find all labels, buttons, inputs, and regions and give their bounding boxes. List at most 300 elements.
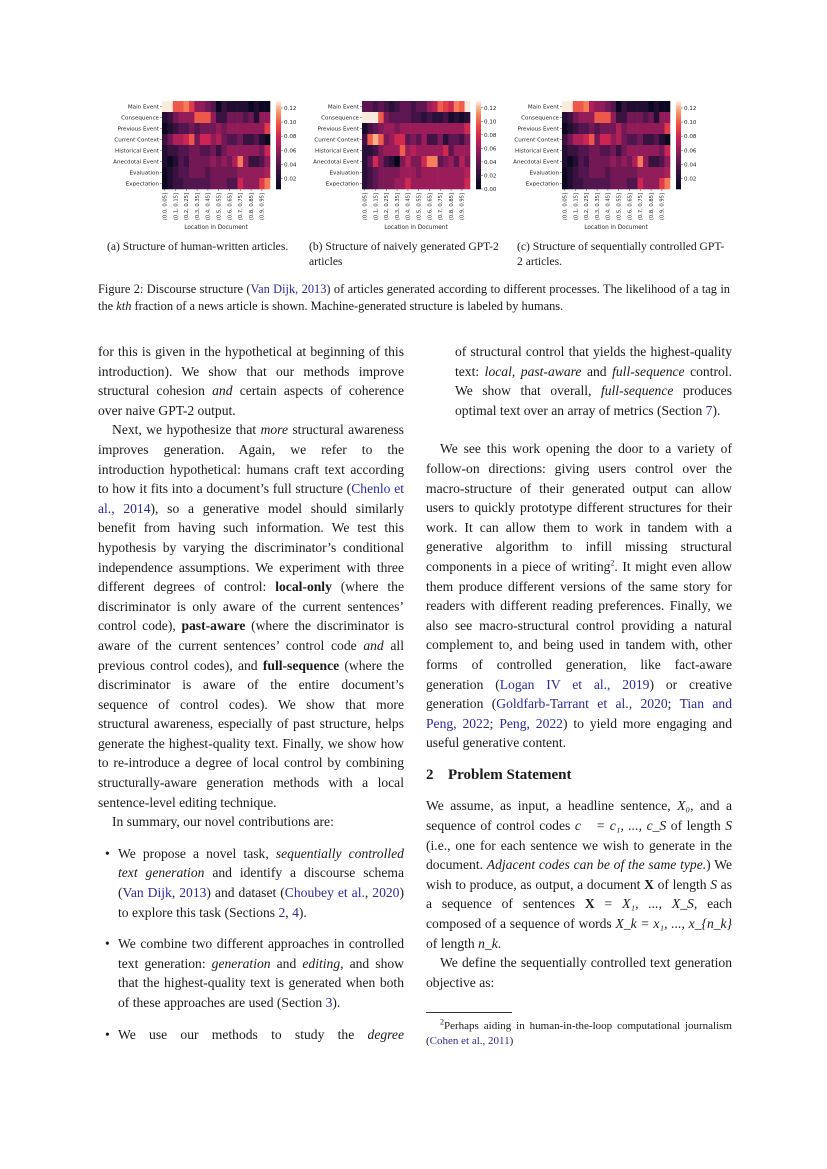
heatmap-cell	[589, 167, 595, 178]
heatmap-cell	[438, 178, 444, 189]
colorbar-segment	[676, 167, 681, 170]
heatmap-cell	[389, 123, 395, 134]
heatmap-cell	[594, 145, 600, 156]
heatmap-cell	[162, 123, 168, 134]
row-label: Historical Event	[314, 148, 359, 155]
heatmap-cell	[216, 123, 222, 134]
heatmap-cell	[448, 145, 454, 156]
heatmap-cell	[448, 123, 454, 134]
heatmap-cell	[216, 134, 222, 145]
section-ref-link[interactable]: 3	[325, 995, 333, 1010]
heatmap-cell	[373, 123, 379, 134]
heatmap-cell	[621, 156, 627, 167]
colorbar-segment	[276, 176, 281, 179]
heatmap-cell	[465, 112, 471, 123]
row-label: Consequence	[321, 115, 359, 122]
heatmap-cell	[167, 134, 173, 145]
column-label: (0.4, 0.45]	[405, 193, 412, 221]
heatmap-a	[108, 96, 308, 236]
colorbar-segment	[476, 154, 481, 157]
heatmap-cell	[243, 178, 249, 189]
heatmap-cell	[611, 123, 617, 134]
heatmap-cell	[600, 145, 606, 156]
heatmap-cell	[238, 178, 244, 189]
heatmap-cell	[465, 167, 471, 178]
heatmap-cell	[384, 167, 390, 178]
heatmap-cell	[216, 167, 222, 178]
colorbar-segment	[676, 112, 681, 115]
heatmap-cell	[178, 167, 184, 178]
heatmap-cell	[367, 156, 373, 167]
citation-link[interactable]: Chenlo et al., 2014	[98, 481, 405, 516]
column-label: (0.2, 0.25]	[184, 193, 191, 221]
heatmap-cell	[584, 167, 590, 178]
heatmap-cell	[627, 167, 633, 178]
heatmap-cell	[627, 101, 633, 112]
heatmap-cell	[362, 123, 368, 134]
heatmap-cell	[573, 123, 579, 134]
heatmap-cell	[189, 178, 195, 189]
heatmap-cell	[421, 134, 427, 145]
heatmap-cell	[254, 156, 260, 167]
citation-link[interactable]: Cohen et al., 2011	[429, 1034, 510, 1047]
heatmap-cell	[459, 145, 465, 156]
heatmap-cell	[232, 134, 238, 145]
heatmap-cell	[221, 123, 227, 134]
colorbar-segment	[676, 180, 681, 183]
heatmap-cell	[432, 123, 438, 134]
heatmap-cell	[573, 167, 579, 178]
colorbar-segment	[676, 182, 681, 185]
heatmap-cell	[400, 167, 406, 178]
heatmap-cell	[454, 145, 460, 156]
heatmap-cell	[200, 123, 206, 134]
heatmap-cell	[600, 156, 606, 167]
colorbar-segment	[476, 182, 481, 185]
column-label: (0.7, 0.75]	[638, 193, 645, 221]
colorbar-segment	[276, 160, 281, 163]
heatmap-cell	[605, 123, 611, 134]
heatmap-cell	[389, 134, 395, 145]
heatmap-cell	[432, 178, 438, 189]
heatmap-cell	[373, 178, 379, 189]
heatmap-cell	[627, 156, 633, 167]
heatmap-cell	[194, 167, 200, 178]
row-label: Current Context	[114, 137, 159, 144]
heatmap-cell	[205, 167, 211, 178]
heatmap-cell	[616, 123, 622, 134]
heatmap-cell	[643, 134, 649, 145]
heatmap-cell	[400, 101, 406, 112]
heatmap-cell	[362, 145, 368, 156]
heatmap-cell	[367, 112, 373, 123]
colorbar-label: 0.06	[684, 148, 697, 155]
heatmap-cell	[405, 145, 411, 156]
heatmap-cell	[432, 134, 438, 145]
heatmap-cell	[205, 123, 211, 134]
heatmap-cell	[421, 156, 427, 167]
heatmap-cell	[611, 178, 617, 189]
heatmap-cell	[173, 178, 179, 189]
heatmap-cell	[643, 167, 649, 178]
heatmap-cell	[216, 101, 222, 112]
heatmap-cell	[567, 178, 573, 189]
colorbar-segment	[676, 160, 681, 163]
colorbar-segment	[476, 125, 481, 128]
column-label: (0.4, 0.45]	[205, 193, 212, 221]
section-ref-link[interactable]: 2	[278, 904, 286, 920]
colorbar-segment	[476, 114, 481, 117]
heatmap-cell	[254, 178, 260, 189]
heatmap-cell	[605, 145, 611, 156]
colorbar-segment	[276, 187, 281, 190]
colorbar-segment	[476, 119, 481, 122]
heatmap-cell	[243, 145, 249, 156]
heatmap-cell	[184, 156, 190, 167]
heatmap-cell	[454, 156, 460, 167]
heatmap-cell	[238, 167, 244, 178]
row-label: Main Event	[327, 104, 359, 111]
citation-link[interactable]: 2013	[179, 885, 207, 901]
heatmap-c-container	[508, 96, 718, 236]
heatmap-cell	[405, 178, 411, 189]
heatmap-cell	[605, 101, 611, 112]
heatmap-cell	[238, 145, 244, 156]
heatmap-cell	[232, 167, 238, 178]
heatmap-cell	[194, 101, 200, 112]
colorbar-segment	[276, 158, 281, 161]
colorbar-label: 0.10	[484, 119, 497, 126]
column-label: (0.3, 0.35]	[394, 193, 401, 221]
heatmap-cell	[465, 101, 471, 112]
colorbar-segment	[676, 125, 681, 128]
heatmap-cell	[162, 178, 168, 189]
heatmap-cell	[259, 101, 265, 112]
heatmap-cell	[265, 167, 271, 178]
heatmap-cell	[627, 134, 633, 145]
heatmap-cell	[394, 167, 400, 178]
heatmap-cell	[438, 134, 444, 145]
heatmap-cell	[627, 145, 633, 156]
heatmap-cell	[594, 101, 600, 112]
colorbar-segment	[676, 116, 681, 119]
list-item-continuation: of structural control that yields the highest-quality text: local, past-aware and full-sequence control. We show that overall, full-sequence produces optimal text over an array of metrics (Section 7).	[455, 344, 732, 418]
colorbar-segment	[276, 165, 281, 168]
heatmap-b-container	[308, 96, 508, 236]
heatmap-cell	[194, 156, 200, 167]
heatmap-cell	[200, 156, 206, 167]
heatmap-cell	[178, 123, 184, 134]
right-column	[426, 342, 732, 1048]
heatmap-cell	[200, 134, 206, 145]
colorbar-segment	[276, 167, 281, 170]
colorbar-segment	[276, 125, 281, 128]
heatmap-cell	[205, 178, 211, 189]
left-column	[98, 342, 404, 1056]
colorbar-segment	[476, 152, 481, 155]
heatmap-cell	[378, 156, 384, 167]
heatmap-cell	[232, 101, 238, 112]
heatmap-cell	[648, 167, 654, 178]
colorbar-segment	[676, 158, 681, 161]
heatmap-cell	[600, 112, 606, 123]
heatmap-cell	[605, 178, 611, 189]
colorbar-segment	[276, 180, 281, 183]
heatmap-cell	[443, 134, 449, 145]
footnote: $^2$Perhaps aiding in human-in-the-loop computational journalism (Cohen et al., 2011)	[426, 1017, 732, 1047]
colorbar-segment	[676, 156, 681, 159]
heatmap-cell	[427, 156, 433, 167]
heatmap-cell	[232, 156, 238, 167]
heatmap-cell	[173, 156, 179, 167]
colorbar-segment	[676, 171, 681, 174]
heatmap-cell	[659, 178, 665, 189]
heatmap-cell	[638, 156, 644, 167]
heatmap-cell	[416, 145, 422, 156]
heatmap-cell	[378, 145, 384, 156]
column-label: (0.2, 0.25]	[584, 193, 591, 221]
heatmap-cell	[394, 112, 400, 123]
heatmap-cell	[384, 178, 390, 189]
heatmap-cell	[659, 156, 665, 167]
heatmap-cell	[627, 112, 633, 123]
heatmap-cell	[665, 134, 671, 145]
heatmap-cell	[184, 101, 190, 112]
heatmap-cell	[584, 101, 590, 112]
heatmap-cell	[448, 167, 454, 178]
heatmap-cell	[265, 112, 271, 123]
colorbar-segment	[276, 174, 281, 177]
heatmap-cell	[654, 101, 660, 112]
list-item: • We propose a novel task, sequentially controlled text generation and identify a discourse schema (Van Dijk, 2013) and dataset (Choubey et al., 2020) to explore this task (Sections 2, 4).	[118, 844, 404, 922]
colorbar-segment	[276, 123, 281, 126]
heatmap-cell	[405, 112, 411, 123]
heatmap-cell	[643, 145, 649, 156]
heatmap-cell	[243, 156, 249, 167]
heatmap-cell	[432, 112, 438, 123]
colorbar-segment	[276, 112, 281, 115]
heatmap-cell	[562, 101, 568, 112]
heatmap-cell	[589, 112, 595, 123]
heatmap-cell	[243, 123, 249, 134]
heatmap-cell	[643, 178, 649, 189]
citation-link[interactable]: Goldfarb-Tarrant et al., 2020	[496, 696, 668, 712]
colorbar-segment	[276, 138, 281, 141]
heatmap-cell	[378, 123, 384, 134]
heatmap-cell	[248, 145, 254, 156]
column-label: (0.6, 0.65]	[627, 193, 634, 221]
column-label: (0.8, 0.85]	[648, 193, 655, 221]
heatmap-cell	[632, 112, 638, 123]
heatmap-cell	[643, 101, 649, 112]
heatmap-cell	[411, 178, 417, 189]
heatmap-cell	[400, 123, 406, 134]
column-label: (0.0, 0.05]	[362, 193, 369, 221]
heatmap-cell	[421, 123, 427, 134]
heatmap-cell	[665, 112, 671, 123]
heatmap-cell	[265, 156, 271, 167]
heatmap-cell	[373, 134, 379, 145]
heatmap-cell	[573, 101, 579, 112]
colorbar-segment	[276, 145, 281, 148]
colorbar-segment	[676, 187, 681, 190]
heatmap-cell	[254, 112, 260, 123]
heatmap-cell	[221, 178, 227, 189]
colorbar-segment	[476, 138, 481, 141]
heatmap-cell	[373, 112, 379, 123]
row-label: Expectation	[525, 181, 559, 188]
citation-link[interactable]: Peng, 2022	[499, 715, 563, 731]
heatmap-cell	[389, 145, 395, 156]
heatmap-a-container	[108, 96, 308, 236]
heatmap-cell	[367, 178, 373, 189]
row-label: Expectation	[325, 181, 359, 188]
heatmap-cell	[205, 134, 211, 145]
heatmap-cell	[421, 112, 427, 123]
heatmap-cell	[665, 178, 671, 189]
heatmap-cell	[162, 101, 168, 112]
colorbar-label: 0.02	[484, 173, 497, 180]
colorbar-segment	[676, 165, 681, 168]
heatmap-cell	[438, 156, 444, 167]
heatmap-cell	[389, 156, 395, 167]
list-item: • We use our methods to study the degree	[118, 1025, 404, 1045]
heatmap-cell	[400, 112, 406, 123]
heatmap-cell	[594, 123, 600, 134]
heatmap-cell	[421, 145, 427, 156]
citation-link[interactable]: Tian and Peng, 2022	[426, 696, 732, 731]
heatmap-cell	[654, 123, 660, 134]
heatmap-cell	[605, 112, 611, 123]
heatmap-cell	[638, 145, 644, 156]
heatmap-cell	[562, 123, 568, 134]
heatmap-cell	[265, 178, 271, 189]
heatmap-cell	[411, 101, 417, 112]
column-label: (0.3, 0.35]	[594, 193, 601, 221]
heatmap-cell	[227, 178, 233, 189]
colorbar-segment	[276, 156, 281, 159]
heatmap-cell	[184, 145, 190, 156]
heatmap-cell	[194, 134, 200, 145]
heatmap-cell	[454, 134, 460, 145]
row-label: Anecdotal Event	[313, 159, 359, 166]
column-label: (0.2, 0.25]	[384, 193, 391, 221]
heatmap-cell	[611, 101, 617, 112]
colorbar-segment	[276, 163, 281, 166]
citation-link[interactable]: Choubey et al.	[284, 885, 365, 901]
citation-link[interactable]: Logan IV et al., 2019	[499, 676, 650, 692]
colorbar-segment	[676, 178, 681, 181]
colorbar-segment	[476, 185, 481, 188]
section-ref-link[interactable]: 7	[705, 402, 713, 418]
colorbar-segment	[676, 143, 681, 146]
heatmap-cell	[405, 134, 411, 145]
colorbar-label: 0.04	[484, 159, 497, 166]
colorbar-label: 0.10	[684, 120, 697, 127]
row-label: Previous Event	[317, 126, 359, 133]
column-label: (0.0, 0.05]	[162, 193, 169, 221]
footnote-mark[interactable]: 2	[610, 558, 615, 568]
heatmap-cell	[567, 123, 573, 134]
heatmap-cell	[616, 134, 622, 145]
heatmap-cell	[167, 112, 173, 123]
heatmap-cell	[567, 134, 573, 145]
colorbar-segment	[276, 147, 281, 150]
row-label: Consequence	[521, 115, 559, 122]
heatmap-cell	[259, 134, 265, 145]
heatmap-cell	[394, 101, 400, 112]
colorbar-segment	[676, 185, 681, 188]
colorbar-segment	[476, 130, 481, 133]
citation-link[interactable]: Van Dijk	[122, 885, 172, 901]
heatmap-cell	[400, 178, 406, 189]
heatmap-cell	[243, 112, 249, 123]
colorbar-segment	[476, 108, 481, 111]
footnote-divider	[426, 1012, 512, 1013]
heatmap-cell	[178, 112, 184, 123]
colorbar-label: 0.12	[284, 106, 297, 112]
heatmap-cell	[367, 167, 373, 178]
heatmap-cell	[459, 112, 465, 123]
heatmap-cell	[589, 156, 595, 167]
citation-link[interactable]: Van Dijk, 2013	[250, 282, 327, 296]
heatmap-cell	[562, 112, 568, 123]
heatmap-cell	[162, 167, 168, 178]
heatmap-cell	[238, 112, 244, 123]
row-label: Historical Event	[514, 148, 559, 155]
heatmap-cell	[648, 112, 654, 123]
colorbar-segment	[476, 163, 481, 166]
heatmap-cell	[173, 145, 179, 156]
heatmap-cell	[232, 123, 238, 134]
heatmap-cell	[178, 178, 184, 189]
row-label: Current Context	[514, 137, 559, 144]
heatmap-cell	[632, 123, 638, 134]
colorbar-label: 0.12	[684, 106, 697, 112]
heatmap-cell	[162, 112, 168, 123]
heatmap-cell	[221, 101, 227, 112]
colorbar-label: 0.00	[484, 187, 497, 193]
heatmap-cell	[173, 167, 179, 178]
heatmap-cell	[665, 145, 671, 156]
heatmap-cell	[362, 134, 368, 145]
heatmap-cell	[427, 101, 433, 112]
heatmap-cell	[178, 134, 184, 145]
heatmap-cell	[648, 123, 654, 134]
heatmap-cell	[216, 112, 222, 123]
heatmap-cell	[621, 145, 627, 156]
section-ref-link[interactable]: 4	[292, 904, 299, 920]
heatmap-cell	[367, 145, 373, 156]
heatmap-cell	[362, 101, 368, 112]
colorbar-segment	[276, 130, 281, 133]
heatmap-cell	[567, 167, 573, 178]
row-label: Evaluation	[129, 170, 159, 177]
colorbar-segment	[476, 134, 481, 137]
colorbar-label: 0.08	[684, 134, 697, 141]
heatmap-cell	[632, 156, 638, 167]
colorbar-label: 0.08	[484, 132, 497, 139]
heatmap-cell	[167, 156, 173, 167]
row-label: Evaluation	[529, 170, 559, 177]
heatmap-cell	[184, 134, 190, 145]
heatmap-cell	[432, 167, 438, 178]
heatmap-cell	[638, 101, 644, 112]
citation-link[interactable]: 2020	[372, 885, 400, 901]
colorbar-segment	[276, 108, 281, 111]
heatmap-cell	[221, 156, 227, 167]
heatmap-cell	[438, 167, 444, 178]
